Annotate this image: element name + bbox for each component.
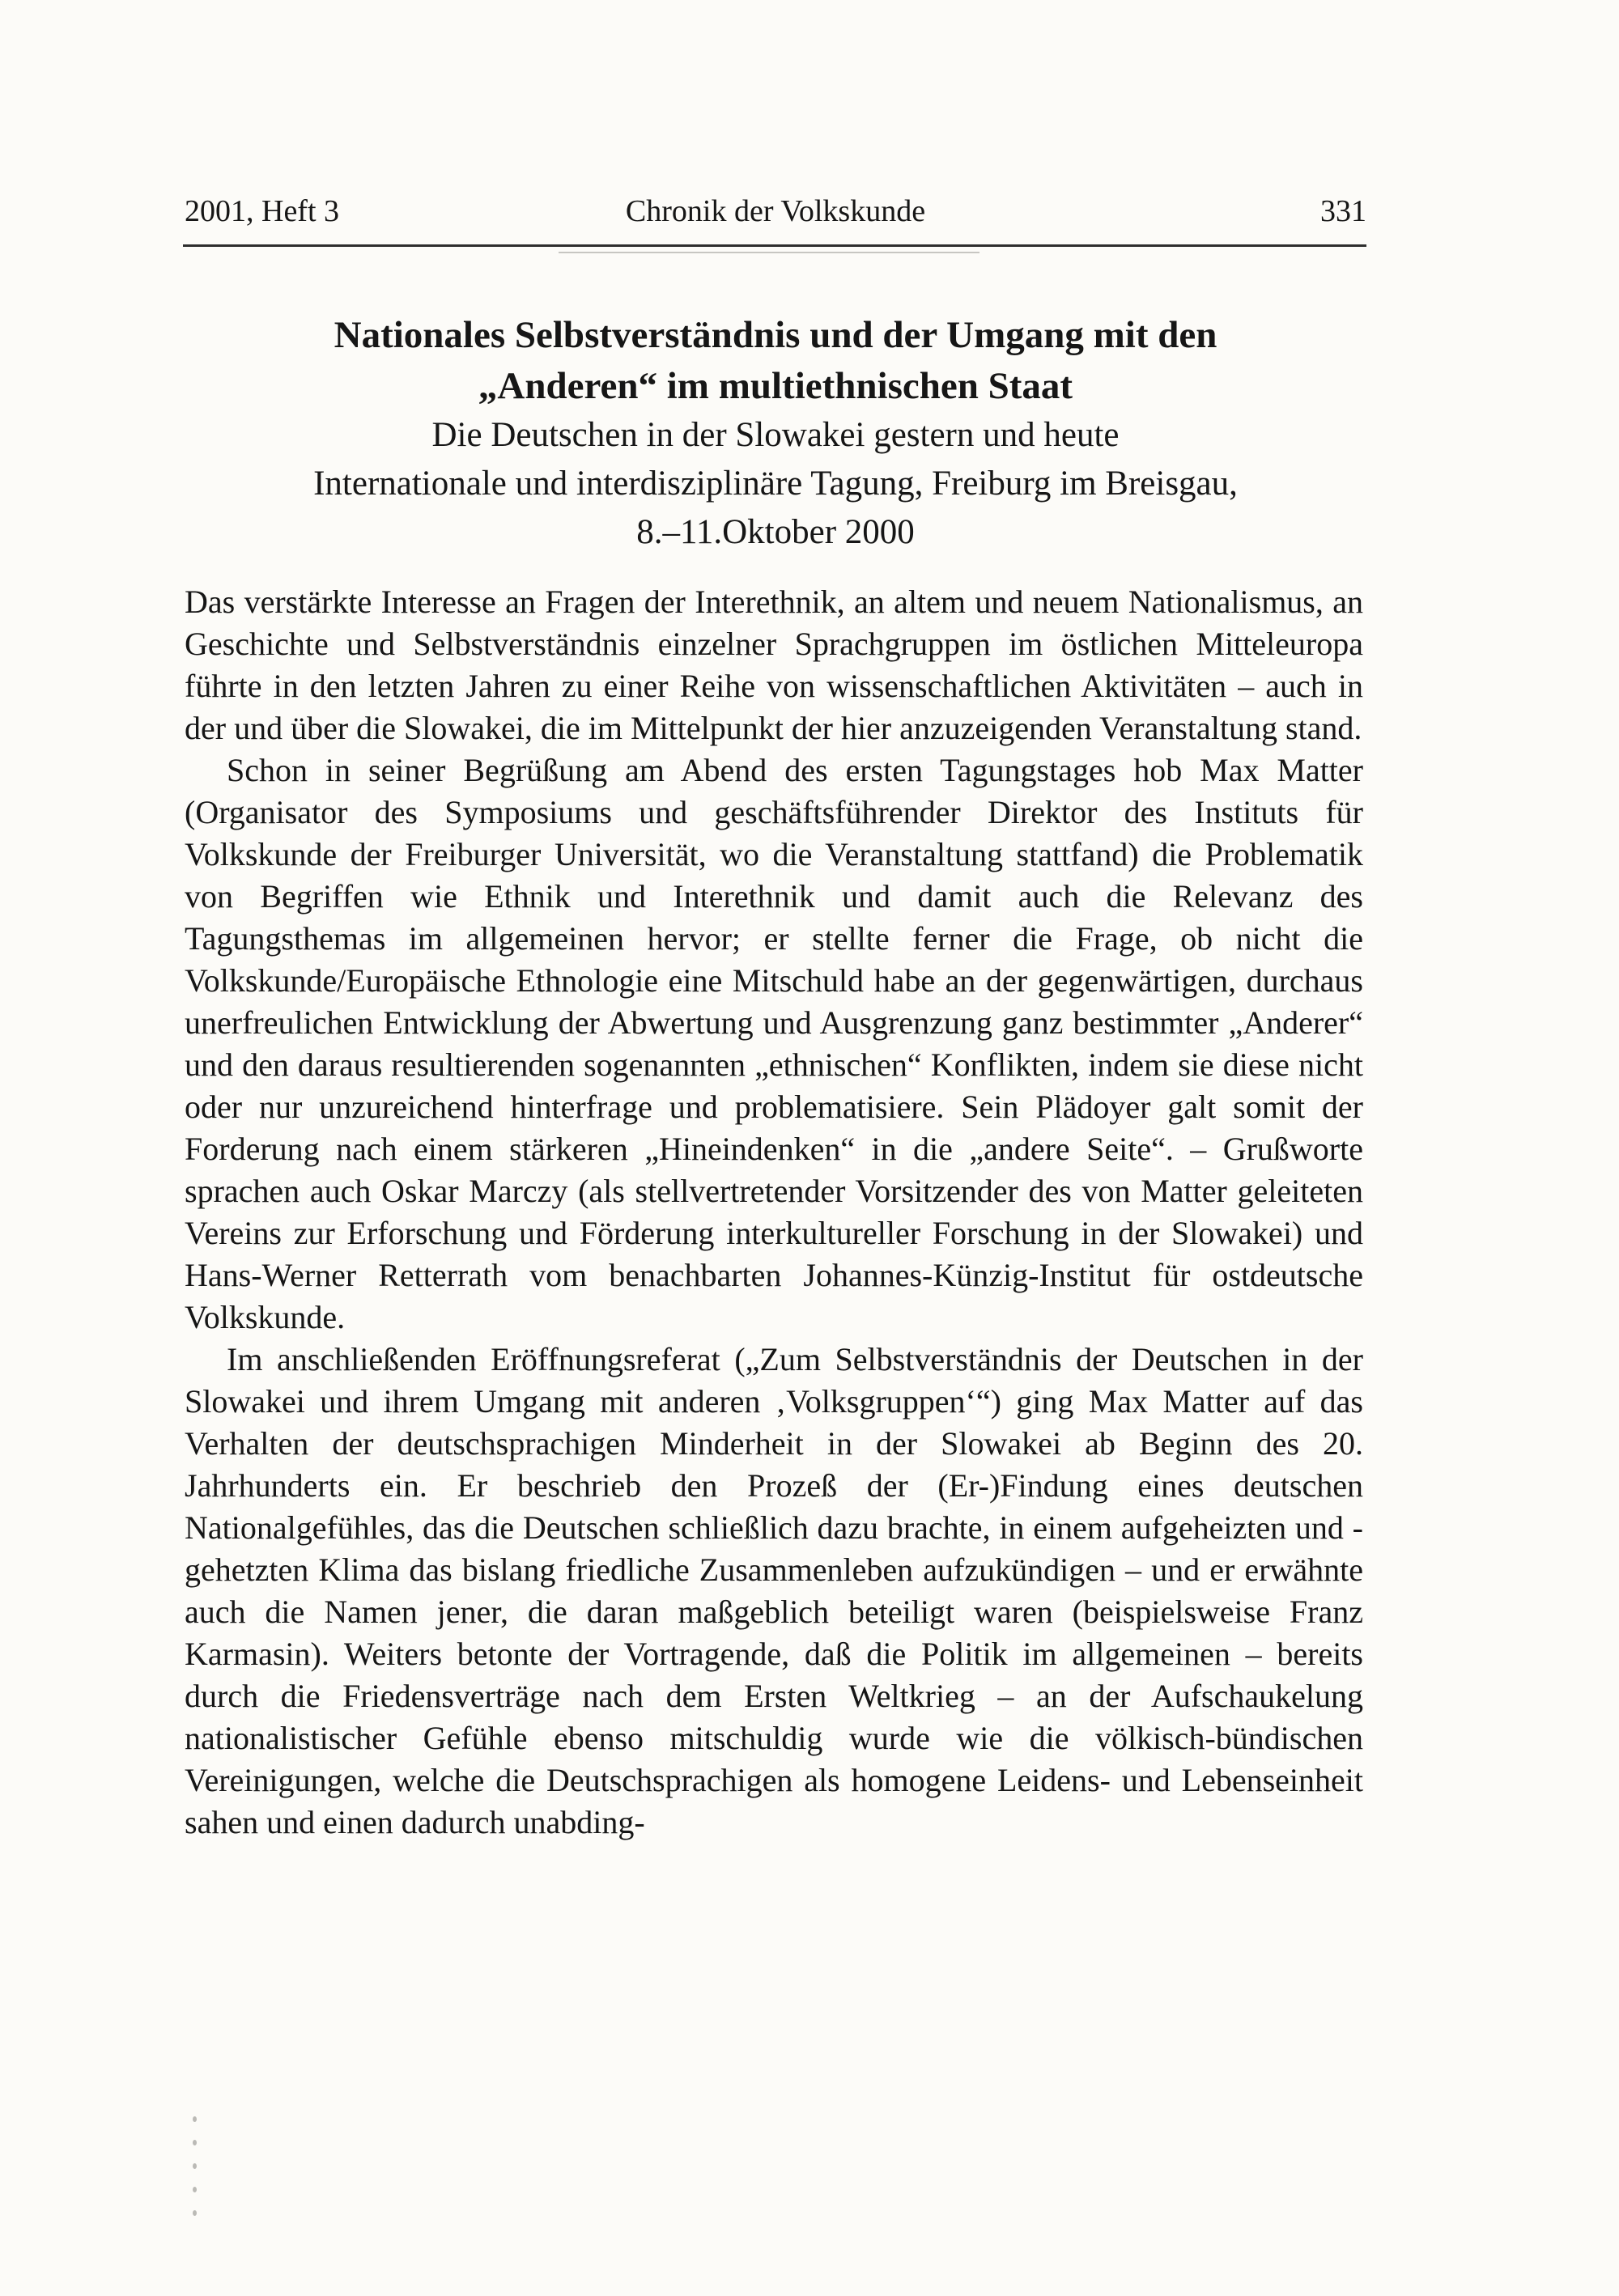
scan-artifact-dot — [193, 2140, 197, 2145]
header-journal-title: Chronik der Volkskunde — [625, 194, 926, 228]
header-rule — [183, 244, 1366, 247]
header-page-number: 331 — [1320, 194, 1366, 228]
paragraph-3: Im anschließenden Eröffnungsreferat („Zum Selbstverständnis der Deutschen in der Slowakei und ihrem Umgang mit anderen ‚Volksgruppen‘“) ging Max Matter auf das Verhalten der deutschsprachigen Minderheit in der Slowakei ab Beginn des 20. Jahrhunderts ein. Er beschrieb den Prozeß der (Er-)Findung eines deutschen Nationalgefühles, das die Deutschen schließlich dazu brachte, in einem aufgeheizten und -gehetzten Klima das bislang friedliche Zusammenleben aufzukündigen – und er erwähnte auch die Namen jener, die daran maßgeblich beteiligt waren (beispielsweise Franz Karmasin). Weiters betonte der Vortragende, daß die Politik im allgemeinen – bereits durch die Friedensverträge nach dem Ersten Weltkrieg – an der Aufschaukelung nationalistischer Gefühle ebenso mitschuldig wurde wie die völkisch-bündischen Vereinigungen, welche die Deutschsprachigen als homogene Leidens- und Lebenseinheit sahen und einen dadurch unabding- — [185, 1341, 1363, 1840]
header-issue: 2001, Heft 3 — [185, 194, 340, 228]
running-head — [185, 193, 1366, 230]
article-title — [185, 310, 1366, 412]
article-subtitle-line-1: Die Deutschen in der Slowakei gestern und heute — [431, 416, 1120, 454]
scan-artifact-dot — [193, 2163, 197, 2169]
article-subtitle — [185, 411, 1366, 557]
article-subtitle-line-3: 8.–11.Oktober 2000 — [636, 513, 915, 551]
article-body — [185, 581, 1363, 1844]
scan-artifact-marks — [193, 2116, 201, 2270]
article-subtitle-line-2: Internationale und interdisziplinäre Tagung, Freiburg im Breisgau, — [313, 465, 1238, 503]
paragraph-2: Schon in seiner Begrüßung am Abend des ersten Tagungstages hob Max Matter (Organisator des Symposiums und geschäftsführender Direktor des Instituts für Volkskunde der Freiburger Universität, wo die Veranstaltung stattfand) die Problematik von Begriffen wie Ethnik und Interethnik und damit auch die Relevanz des Tagungsthemas im allgemeinen hervor; er stellte ferner die Frage, ob nicht die Volkskunde/Europäische Ethnologie eine Mitschuld habe an der gegenwärtigen, durchaus unerfreulichen Entwicklung der Abwertung und Ausgrenzung ganz bestimmter „Anderer“ und den daraus resultierenden sogenannten „ethnischen“ Konflikten, indem sie diese nicht oder nur unzureichend hinterfrage und problematisiere. Sein Plädoyer galt somit der Forderung nach einem stärkeren „Hineindenken“ in die „andere Seite“. – Grußworte sprachen auch Oskar Marczy (als stellvertretender Vorsitzender des von Matter geleiteten Vereins zur Erforschung und Förderung interkultureller Forschung in der Slowakei) und Hans-Werner Retterrath vom benachbarten Johannes-Künzig-Institut für ostdeutsche Volkskunde. — [185, 752, 1363, 1335]
header-rule-scan-artifact — [559, 252, 979, 253]
article-title-line-1: Nationales Selbstverständnis und der Umgang mit den — [334, 314, 1217, 357]
scan-artifact-dot — [193, 2187, 197, 2192]
scan-artifact-dot — [193, 2210, 197, 2216]
article-title-line-2: „Anderen“ im multiethnischen Staat — [478, 365, 1073, 408]
scan-artifact-dot — [193, 2116, 197, 2122]
paragraph-1: Das verstärkte Interesse an Fragen der Interethnik, an altem und neuem Nationalismus, an Geschichte und Selbstverständnis einzelner Sprachgruppen im östlichen Mitteleuropa führte in den letzten Jahren zu einer Reihe von wissenschaftlichen Aktivitäten – auch in der und über die Slowakei, die im Mittelpunkt der hier anzuzeigenden Veranstaltung stand. — [185, 584, 1363, 746]
